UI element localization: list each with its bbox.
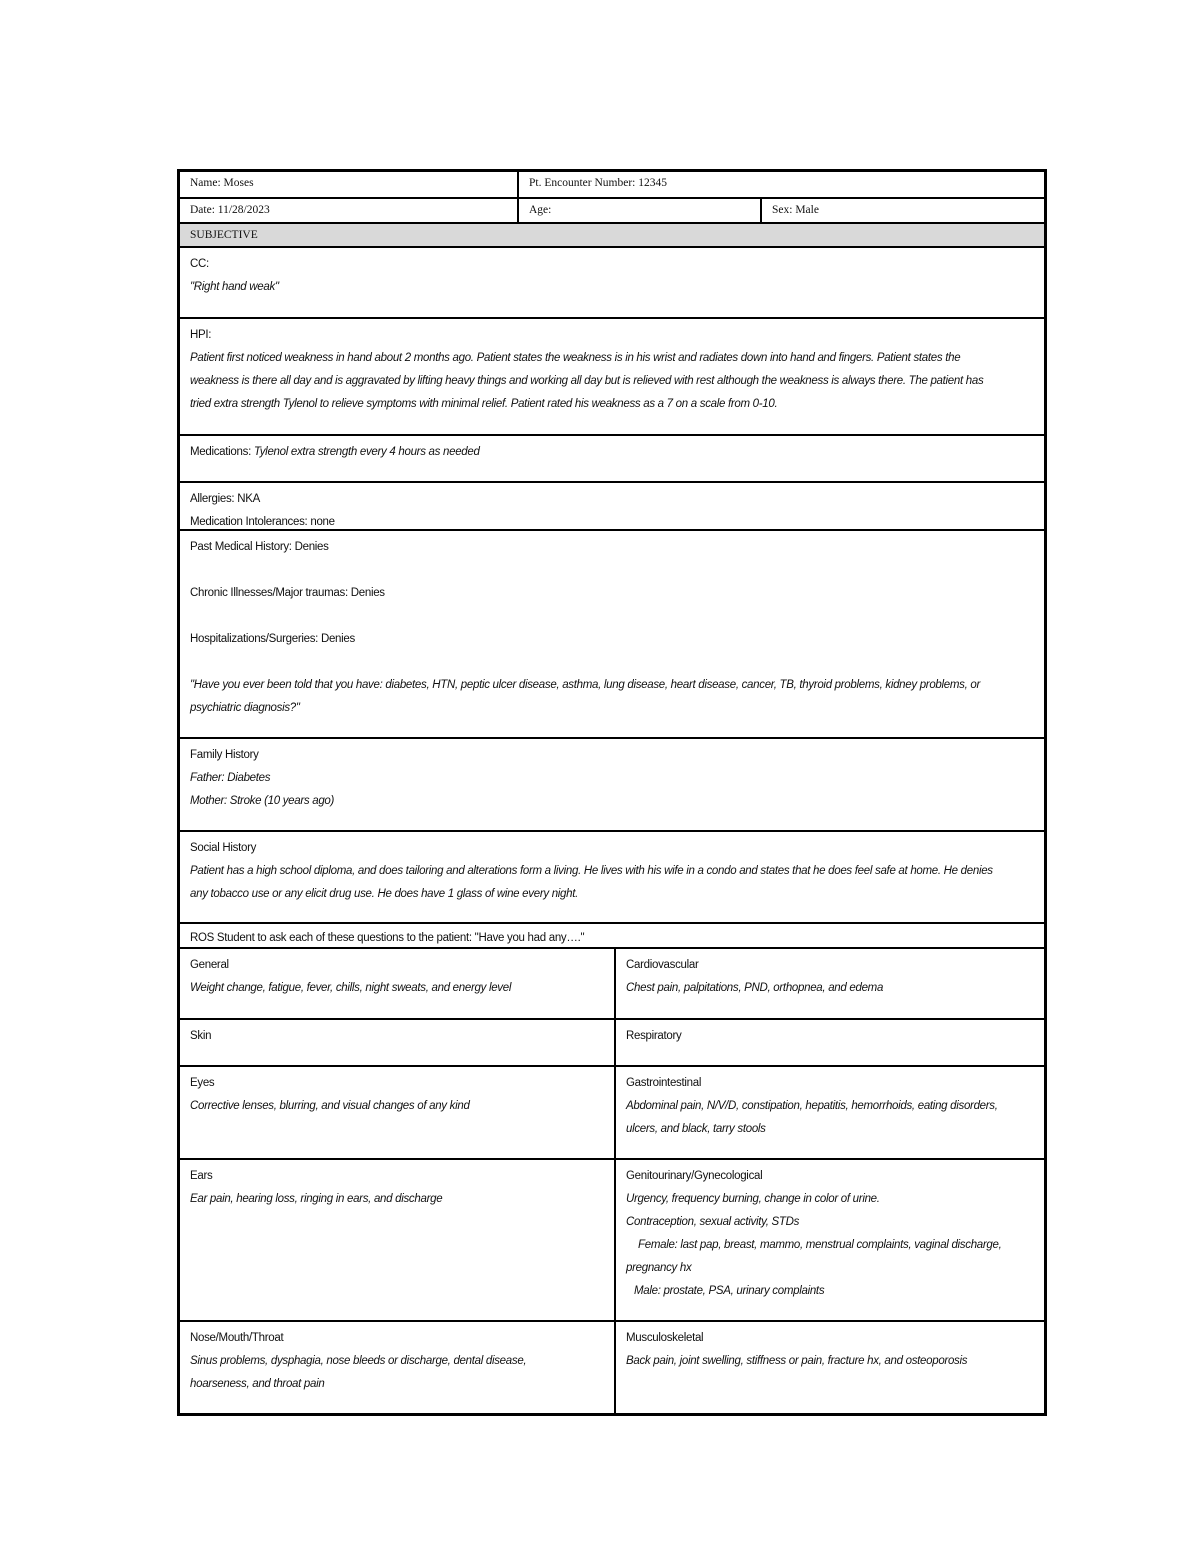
ros-genitourinary: [614, 1160, 1044, 1320]
ros-gi-label: Gastrointestinal: [626, 1077, 702, 1089]
ros-row-5: [180, 1320, 1044, 1413]
family-father: Father: Diabetes: [190, 772, 271, 784]
allergies-line: Allergies: NKA: [190, 493, 260, 505]
pmh-question-line-2: psychiatric diagnosis?": [190, 702, 300, 714]
ros-general-text: Weight change, fatigue, fever, chills, night sweats, and energy level: [190, 982, 512, 994]
pmh-question-line-1: "Have you ever been told that you have: diabetes, HTN, peptic ulcer disease, asthma, lung disease, heart disease, cancer, TB, thyroid problems, kidney problems, or: [190, 679, 981, 691]
ros-msk-text: Back pain, joint swelling, stiffness or pain, fracture hx, and osteoporosis: [626, 1355, 968, 1367]
pmh-line: Past Medical History: Denies: [190, 541, 329, 553]
ros-msk-label: Musculoskeletal: [626, 1332, 704, 1344]
ros-gi-line-2: ulcers, and black, tarry stools: [626, 1123, 766, 1135]
allergies-section: [180, 481, 1044, 529]
encounter-number: Pt. Encounter Number: 12345: [517, 172, 1044, 197]
hpi-line-1: Patient first noticed weakness in hand about 2 months ago. Patient states the weakness is in his wrist and radiates down into hand and fingers. Patient states the: [190, 352, 961, 364]
ros-musculoskeletal: [614, 1322, 1044, 1413]
chronic-illness-line: Chronic Illnesses/Major traumas: Denies: [190, 587, 385, 599]
ros-ears-text: Ear pain, hearing loss, ringing in ears, and discharge: [190, 1193, 443, 1205]
patient-sex: Sex: Male: [760, 199, 1044, 222]
ros-row-1: [180, 947, 1044, 1018]
social-history-section: [180, 830, 1044, 922]
header-row-2: [180, 197, 1044, 222]
ros-nmt-label: Nose/Mouth/Throat: [190, 1332, 284, 1344]
medications-section: [180, 434, 1044, 481]
ros-nmt-line-1: Sinus problems, dysphagia, nose bleeds or discharge, dental disease,: [190, 1355, 527, 1367]
ros-general-label: General: [190, 959, 229, 971]
ros-gu-female: Female: last pap, breast, mammo, menstrual complaints, vaginal discharge,: [638, 1239, 1002, 1251]
medications-text: Tylenol extra strength every 4 hours as needed: [250, 446, 480, 458]
ros-eyes: [180, 1067, 614, 1158]
ros-header: ROS Student to ask each of these questions to the patient: "Have you had any….": [190, 932, 585, 944]
ros-header-row: [180, 922, 1044, 947]
ros-skin: [180, 1020, 614, 1065]
social-history-label: Social History: [190, 842, 257, 854]
ros-respiratory: [614, 1020, 1044, 1065]
cc-section: [180, 246, 1044, 317]
hpi-line-3: tried extra strength Tylenol to relieve symptoms with minimal relief. Patient rated his weakness as a 7 on a scale from 0-10.: [190, 398, 778, 410]
ros-gu-line-4: pregnancy hx: [626, 1262, 692, 1274]
pmh-section: [180, 529, 1044, 737]
ros-cardio-label: Cardiovascular: [626, 959, 699, 971]
ros-cardiovascular: [614, 949, 1044, 1018]
social-line-2: any tobacco use or any elicit drug use. He does have 1 glass of wine every night.: [190, 888, 579, 900]
ros-nmt-line-2: hoarseness, and throat pain: [190, 1378, 325, 1390]
ros-gastrointestinal: [614, 1067, 1044, 1158]
subjective-header-row: [180, 222, 1044, 246]
document-page: [177, 169, 1047, 1416]
ros-ears-label: Ears: [190, 1170, 213, 1182]
ros-eyes-text: Corrective lenses, blurring, and visual changes of any kind: [190, 1100, 470, 1112]
ros-row-4: [180, 1158, 1044, 1320]
ros-gu-line-1: Urgency, frequency burning, change in color of urine.: [626, 1193, 880, 1205]
family-history-label: Family History: [190, 749, 259, 761]
ros-cardio-text: Chest pain, palpitations, PND, orthopnea, and edema: [626, 982, 884, 994]
hpi-line-2: weakness is there all day and is aggravated by lifting heavy things and working all day but is relieved with rest although the weakness is always there. The patient has: [190, 375, 984, 387]
subjective-title: SUBJECTIVE: [190, 229, 258, 241]
soap-note-form: [177, 169, 1047, 1416]
cc-label: CC:: [190, 258, 209, 270]
ros-resp-label: Respiratory: [626, 1030, 682, 1042]
social-line-1: Patient has a high school diploma, and does tailoring and alterations form a living. He lives with his wife in a condo and states that he does feel safe at home. He denies: [190, 865, 993, 877]
ros-nose-mouth-throat: [180, 1322, 614, 1413]
ros-gu-label: Genitourinary/Gynecological: [626, 1170, 763, 1182]
header-row-1: [180, 172, 1044, 197]
ros-row-2: [180, 1018, 1044, 1065]
family-history-section: [180, 737, 1044, 830]
med-intolerances-line: Medication Intolerances: none: [190, 516, 335, 528]
visit-date: Date: 11/28/2023: [190, 204, 270, 216]
family-mother: Mother: Stroke (10 years ago): [190, 795, 335, 807]
medications-label: Medications:: [190, 446, 251, 458]
hpi-section: [180, 317, 1044, 434]
ros-gu-male: Male: prostate, PSA, urinary complaints: [634, 1285, 825, 1297]
patient-age: Age:: [517, 199, 760, 222]
hospitalizations-line: Hospitalizations/Surgeries: Denies: [190, 633, 355, 645]
ros-gu-line-2: Contraception, sexual activity, STDs: [626, 1216, 800, 1228]
patient-name: Name: Moses: [190, 177, 254, 189]
ros-eyes-label: Eyes: [190, 1077, 215, 1089]
hpi-label: HPI:: [190, 329, 212, 341]
ros-row-3: [180, 1065, 1044, 1158]
ros-gi-line-1: Abdominal pain, N/V/D, constipation, hepatitis, hemorrhoids, eating disorders,: [626, 1100, 998, 1112]
ros-skin-label: Skin: [190, 1030, 212, 1042]
cc-text: "Right hand weak": [190, 281, 279, 293]
ros-general: [180, 949, 614, 1018]
ros-ears: [180, 1160, 614, 1320]
